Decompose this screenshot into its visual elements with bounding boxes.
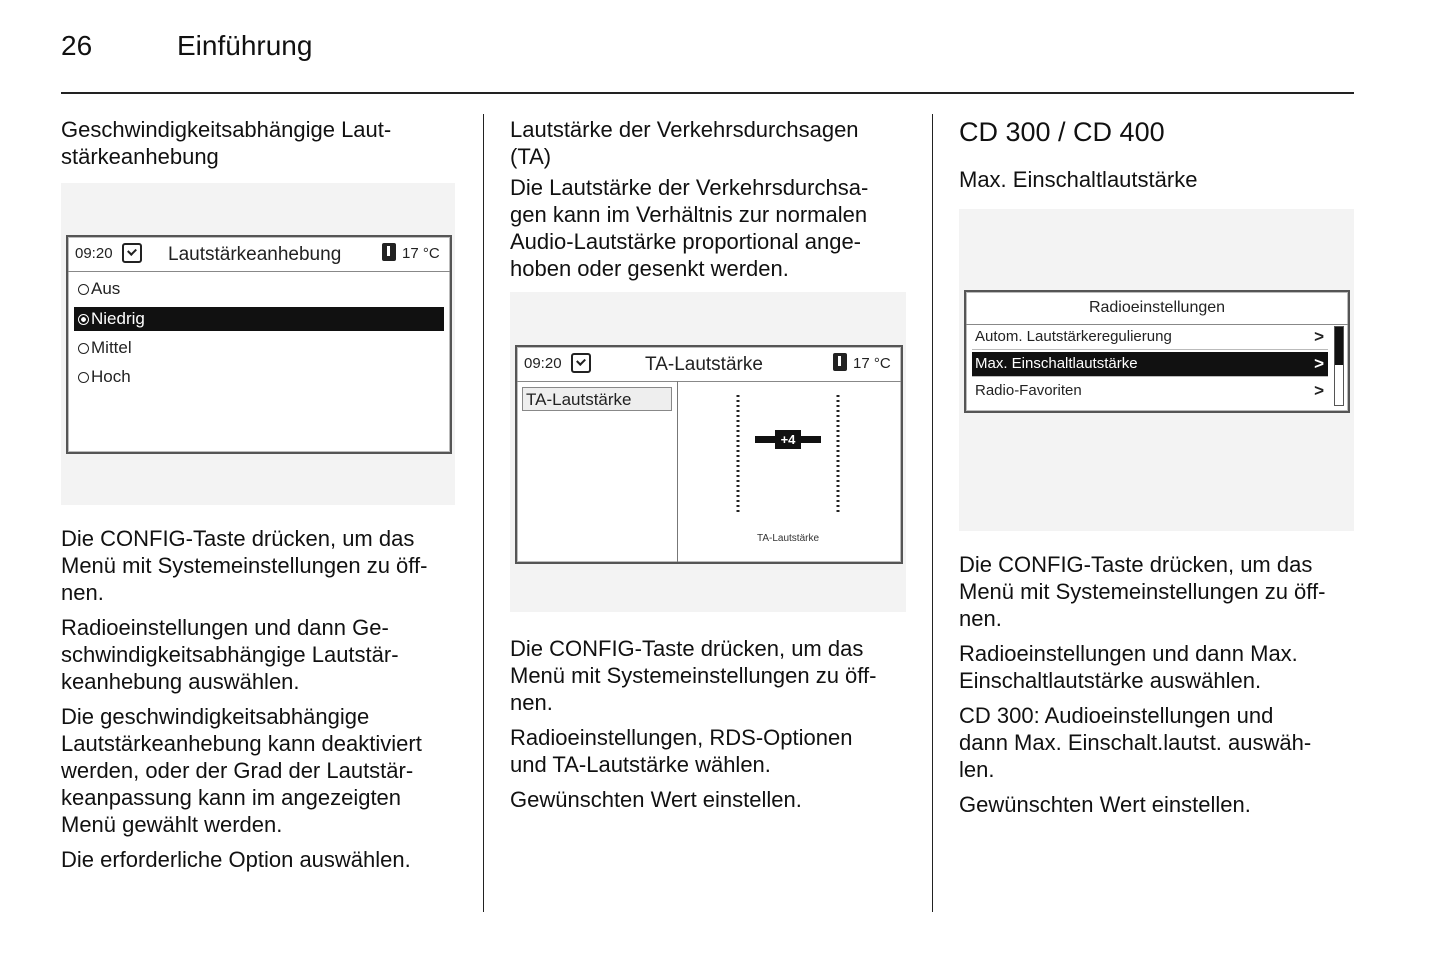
thermometer-icon bbox=[833, 353, 847, 371]
text-line: Die CONFIG-Taste drücken, um das bbox=[61, 526, 415, 551]
paragraph bbox=[510, 174, 910, 282]
scrollbar[interactable] bbox=[1334, 326, 1344, 406]
column-3-body bbox=[959, 551, 1354, 818]
status-bar bbox=[68, 237, 450, 272]
heading-line: Lautstärke der Verkehrsdurchsagen bbox=[510, 117, 859, 142]
menu-label: Max. Einschaltlautstärke bbox=[975, 355, 1138, 372]
text-line: Menü mit Systemeinstellungen zu öff- bbox=[61, 553, 428, 578]
text-line: Radioeinstellungen und dann Max. bbox=[959, 641, 1298, 666]
heading-line: stärkeanhebung bbox=[61, 144, 219, 169]
text-line: Einschaltlautstärke auswählen. bbox=[959, 668, 1262, 693]
column-1 bbox=[61, 116, 461, 170]
chevron-right-icon: > bbox=[1314, 327, 1324, 346]
text-line: Die erforderliche Option auswählen. bbox=[61, 847, 411, 872]
radio-selected-icon bbox=[78, 314, 89, 325]
thermometer-icon bbox=[382, 243, 396, 261]
option-hoch[interactable] bbox=[74, 365, 438, 389]
screen-title: Radioeinstellungen bbox=[966, 292, 1348, 325]
clock-icon bbox=[571, 353, 591, 373]
paragraph bbox=[61, 846, 461, 873]
column-divider bbox=[483, 114, 484, 912]
pane-divider bbox=[677, 381, 678, 562]
page-header bbox=[61, 30, 1354, 94]
text-line: Die CONFIG-Taste drücken, um das bbox=[959, 552, 1313, 577]
text-line: len. bbox=[959, 757, 995, 782]
menu-item-max-einschaltlautstaerke[interactable] bbox=[972, 352, 1328, 377]
text-line: Menü mit Systemeinstellungen zu öff- bbox=[510, 663, 877, 688]
section-heading bbox=[61, 116, 461, 170]
menu-label: Autom. Lautstärkeregulierung bbox=[975, 328, 1172, 345]
text-line: nen. bbox=[61, 580, 104, 605]
text-line: werden, oder der Grad der Lautstär- bbox=[61, 758, 414, 783]
display-screen bbox=[964, 290, 1350, 413]
text-line: Gewünschten Wert einstellen. bbox=[959, 792, 1251, 817]
clock-time: 09:20 bbox=[75, 245, 113, 262]
paragraph bbox=[61, 525, 461, 606]
paragraph bbox=[510, 724, 910, 778]
paragraph bbox=[61, 614, 461, 695]
column-2-body bbox=[510, 635, 910, 813]
text-line: und TA-Lautstärke wählen. bbox=[510, 752, 771, 777]
paragraph bbox=[510, 635, 910, 716]
slider-caption: TA-Lautstärke bbox=[756, 533, 820, 544]
section-title: CD 300 / CD 400 bbox=[959, 117, 1165, 147]
figure-lautstaerkeanhebung bbox=[61, 183, 455, 505]
heading-line: Geschwindigkeitsabhängige Laut- bbox=[61, 117, 392, 142]
clock-icon bbox=[122, 243, 142, 263]
chevron-right-icon: > bbox=[1314, 354, 1324, 373]
radio-icon bbox=[78, 343, 89, 354]
column-3 bbox=[959, 116, 1354, 193]
section-heading bbox=[510, 116, 910, 170]
column-1-body bbox=[61, 525, 461, 873]
column-2 bbox=[510, 116, 910, 282]
chapter-title: Einführung bbox=[177, 30, 313, 61]
text-line: Menü gewählt werden. bbox=[61, 812, 283, 837]
text-line: schwindigkeitsabhängige Lautstär- bbox=[61, 642, 399, 667]
column-divider bbox=[932, 114, 933, 912]
volume-slider[interactable] bbox=[717, 387, 867, 557]
text-line: nen. bbox=[510, 690, 553, 715]
text-line: hoben oder gesenkt werden. bbox=[510, 256, 789, 281]
text-line: keanhebung auswählen. bbox=[61, 669, 300, 694]
text-line: dann Max. Einschalt.lautst. auswäh- bbox=[959, 730, 1312, 755]
clock-time: 09:20 bbox=[524, 355, 562, 372]
status-bar bbox=[517, 347, 901, 382]
text-line: Die Lautstärke der Verkehrsdurchsa- bbox=[510, 175, 869, 200]
paragraph bbox=[959, 791, 1354, 818]
option-label: Mittel bbox=[91, 338, 132, 357]
text-line: Menü mit Systemeinstellungen zu öff- bbox=[959, 579, 1326, 604]
temperature: 17 °C bbox=[853, 355, 891, 372]
radio-icon bbox=[78, 284, 89, 295]
text-line: CD 300: Audioeinstellungen und bbox=[959, 703, 1274, 728]
option-niedrig[interactable] bbox=[74, 307, 444, 331]
text-line: nen. bbox=[959, 606, 1002, 631]
text-line: keanpassung kann im angezeigten bbox=[61, 785, 402, 810]
menu-item-radio-favoriten[interactable] bbox=[972, 379, 1328, 403]
display-screen bbox=[515, 345, 903, 564]
option-label: Niedrig bbox=[91, 309, 145, 328]
menu-item-autom-lautstaerke[interactable] bbox=[972, 325, 1328, 350]
figure-radioeinstellungen bbox=[959, 209, 1354, 531]
heading-line: (TA) bbox=[510, 144, 552, 169]
text-line: Die CONFIG-Taste drücken, um das bbox=[510, 636, 864, 661]
paragraph bbox=[959, 551, 1354, 632]
screen-title: TA-Lautstärke bbox=[645, 354, 763, 375]
subheading: Max. Einschaltlautstärke bbox=[959, 167, 1198, 192]
page-number: 26 bbox=[61, 30, 93, 61]
temperature: 17 °C bbox=[402, 245, 440, 262]
text-line: Audio-Lautstärke proportional ange- bbox=[510, 229, 862, 254]
option-mittel[interactable] bbox=[74, 336, 438, 360]
text-line: Radioeinstellungen und dann Ge- bbox=[61, 615, 389, 640]
chevron-right-icon: > bbox=[1314, 381, 1324, 400]
screen-title: Lautstärkeanhebung bbox=[168, 244, 342, 265]
option-label: Aus bbox=[91, 279, 121, 298]
menu-label: Radio-Favoriten bbox=[975, 382, 1082, 399]
radio-icon bbox=[78, 372, 89, 383]
figure-ta-lautstaerke bbox=[510, 292, 906, 612]
option-aus[interactable] bbox=[74, 277, 438, 301]
paragraph bbox=[959, 640, 1354, 694]
text-line: Die geschwindigkeitsabhängige bbox=[61, 704, 370, 729]
option-label: Hoch bbox=[91, 367, 131, 386]
text-line: Lautstärkeanhebung kann deaktiviert bbox=[61, 731, 422, 756]
text-line: Gewünschten Wert einstellen. bbox=[510, 787, 802, 812]
slider-value: +4 bbox=[780, 432, 796, 447]
text-line: Radioeinstellungen, RDS-Optionen bbox=[510, 725, 853, 750]
scrollbar-thumb[interactable] bbox=[1335, 327, 1343, 365]
text-line: gen kann im Verhältnis zur normalen bbox=[510, 202, 868, 227]
paragraph bbox=[510, 786, 910, 813]
paragraph bbox=[959, 702, 1354, 783]
display-screen bbox=[66, 235, 452, 454]
menu-item-ta-lautstaerke[interactable]: TA-Lautstärke bbox=[522, 387, 672, 411]
paragraph bbox=[61, 703, 461, 838]
